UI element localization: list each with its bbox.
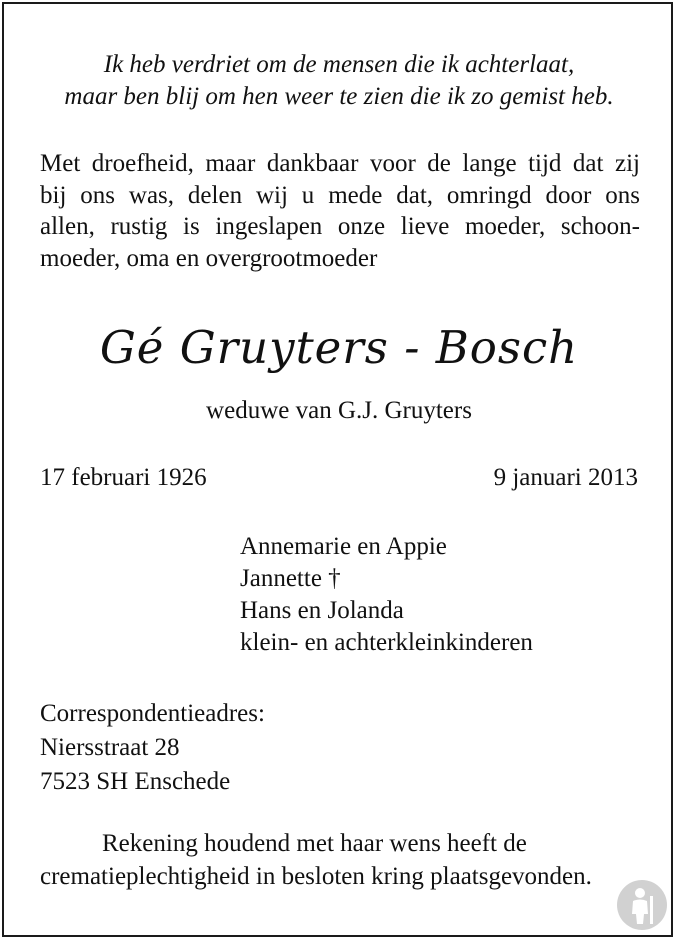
family-list — [240, 531, 533, 659]
deceased-name: Gé Gruyters - Bosch — [99, 321, 579, 374]
family-member: Jannette † — [240, 565, 341, 592]
announcement-line-3: allen, rustig is ingeslapen onze lieve moeder, schoon- — [40, 213, 640, 241]
death-date: 9 januari 2013 — [493, 464, 638, 491]
address-city: 7523 SH Enschede — [40, 768, 231, 795]
poem-line-1: Ik heb verdriet om de mensen die ik achterlaat, — [103, 51, 575, 78]
announcement-text — [40, 148, 640, 274]
announcement-line-1: Met droefheid, maar dankbaar voor de lange tijd dat zij — [40, 150, 640, 177]
closing-note — [40, 827, 640, 893]
announcement-line-2: bij ons was, delen wij u mede dat, omringd door ons — [40, 181, 640, 209]
birth-date: 17 februari 1926 — [40, 464, 207, 491]
address-label: Correspondentieadres: — [40, 700, 265, 727]
family-member: Hans en Jolanda — [240, 597, 404, 624]
memorial-person-icon — [617, 880, 667, 930]
correspondence-address — [40, 697, 265, 799]
family-member: Annemarie en Appie — [240, 533, 447, 560]
family-member: klein- en achterkleinkinderen — [240, 629, 533, 656]
poem-line-2: maar ben blij om hen weer te zien die ik zo gemist heb. — [64, 83, 614, 110]
memorial-person-icon-svg — [617, 880, 667, 930]
address-street: Niersstraat 28 — [40, 734, 180, 761]
closing-line-2: crematieplechtigheid in besloten kring plaatsgevonden. — [40, 863, 592, 890]
widow-subtitle: weduwe van G.J. Gruyters — [206, 397, 472, 424]
announcement-line-4: moeder, oma en overgrootmoeder — [40, 244, 378, 272]
closing-line-1: Rekening houdend met haar wens heeft de — [102, 830, 527, 857]
